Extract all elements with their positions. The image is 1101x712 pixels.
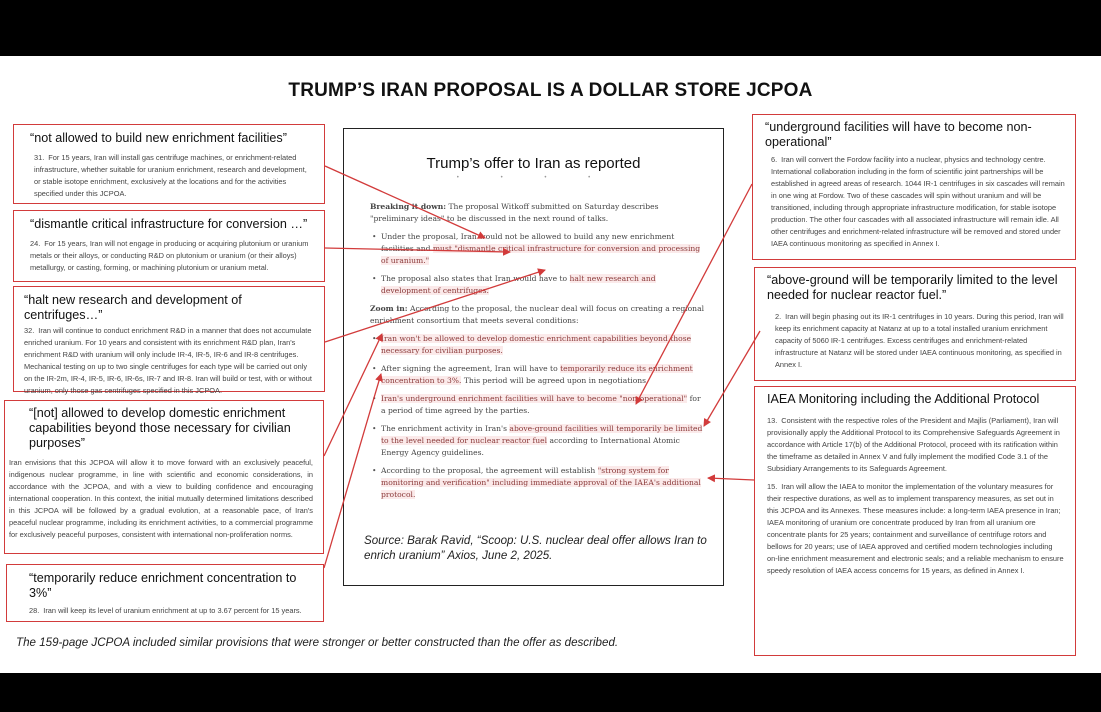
- left-box-reduce-enrichment: [6, 564, 324, 622]
- infographic-canvas: [0, 56, 1101, 673]
- list-item: • According to the proposal, the agreement will establish "strong system for monitoring and verification" including immediate approval of the IAEA's additional protocol.: [370, 465, 707, 501]
- box-excerpt: 13. Consistent with the respective roles of the President and Majlis (Parliament), Iran will provisionally apply the Additional Protocol to its Comprehensive Safeguards Agreement in accordance with Article 17(b) of the Additional Protocol, proceed with its ratification within the timeframe as detailed in Annex V and fully implement the modified Code 3.1 of the Subsidiary Arrangements to its Safeguards Agreement.: [767, 416, 1060, 473]
- list-item: • The proposal also states that Iran would have to halt new research and development of centrifuges.: [370, 273, 707, 297]
- left-box-dismantle-infrastructure: [13, 210, 325, 282]
- page-title: TRUMP’S IRAN PROPOSAL IS A DOLLAR STORE JCPOA: [288, 80, 813, 101]
- box-heading: IAEA Monitoring including the Additional Protocol: [767, 392, 1040, 406]
- box-heading: “above-ground will be temporarily limited to the level needed for nuclear reactor fuel.”: [767, 273, 1058, 302]
- left-box-halt-centrifuge-rnd: [13, 286, 325, 395]
- article-divider: • • • •: [456, 175, 611, 181]
- box-excerpt: 24. For 15 years, Iran will not engage in producing or acquiring plutonium or uranium metals or their alloys, or conducting R&D on plutonium or uranium (or their alloys) metallurgy, or casting, forming, or machining plutonium or uranium metal.: [30, 239, 309, 272]
- article-title: Trump’s offer to Iran as reported: [426, 155, 641, 172]
- box-excerpt: 28. Iran will keep its level of uranium enrichment at up to 3.67 percent for 15 years.: [29, 606, 302, 615]
- article-excerpt: [343, 128, 724, 586]
- source-citation: Source: Barak Ravid, “Scoop: U.S. nuclear deal offer allows Iran to enrich uranium” Axios, June 2, 2025.: [364, 534, 707, 562]
- box-excerpt: 15. Iran will allow the IAEA to monitor the implementation of the voluntary measures for their respective durations, as well as to implement transparency measures, as set out in this JCPOA and its Annexes. These measures include: a long-term IAEA presence in Iran; IAEA monitoring of uranium ore concentrate produced by Iran from all uranium ore concentrate plants for 25 years; containment and surveillance of centrifuge rotors and bellows for 20 years; use of IAEA approved and certified modern technologies including on-line enrichment measurement and electronic seals; and a reliable mechanism to ensure speedy resolution of IAEA access concerns for 15 years, as defined in Annex I.: [767, 482, 1064, 575]
- footer-note: The 159-page JCPOA included similar provisions that were stronger or better constructed than the offer as described.: [16, 636, 619, 649]
- article-body: [370, 201, 707, 507]
- box-excerpt: 6. Iran will convert the Fordow facility into a nuclear, physics and technology centre. International collaboration including in the form of scientific joint partnerships will be established in agreed areas of research. 1044 IR-1 centrifuges in six cascades will remain in one wing at Fordow. Two of these cascades will spin without uranium and will be transitioned, including through appropriate infrastructure modification, for stable isotope production. The other four cascades with all associated infrastructure will remain idle. All other centrifuges and enrichment-related infrastructure will be removed and stored under IAEA continuous monitoring as specified in Annex I.: [771, 155, 1065, 248]
- box-excerpt: 31. For 15 years, Iran will install gas centrifuge machines, or enrichment-related infrastructure, whether suitable for uranium enrichment, research and development, or stable isotope enrichment, exclusively at the locations and for the activities specified under this JCPOA.: [34, 153, 307, 198]
- box-heading: “underground facilities will have to become non-operational”: [765, 120, 1032, 149]
- box-heading: “[not] allowed to develop domestic enrichment capabilities beyond those necessary for civilian purposes”: [29, 406, 291, 450]
- list-item: • Under the proposal, Iran would not be allowed to build any new enrichment facilities and must "dismantle critical infrastructure for conversion and processing of uranium.": [370, 231, 707, 267]
- box-heading: “temporarily reduce enrichment concentration to 3%”: [29, 571, 297, 600]
- right-box-above-ground: [754, 267, 1076, 381]
- article-paragraph: Zoom in: According to the proposal, the nuclear deal will focus on creating a regional enrichment consortium that meets several conditions:: [370, 304, 705, 325]
- article-paragraph: Breaking it down: The proposal Witkoff submitted on Saturday describes "preliminary ideas" to be discussed in the next round of talks.: [370, 202, 659, 223]
- box-excerpt: 2. Iran will begin phasing out its IR-1 centrifuges in 10 years. During this period, Iran will keep its enrichment capacity at Natanz at up to a total installed uranium enrichment capacity of 5060 IR-1 centrifuges. Excess centrifuges and enrichment-related infrastructure at Natanz will be stored under IAEA continuous monitoring, as specified in Annex I.: [775, 312, 1064, 369]
- article-list: [370, 333, 707, 501]
- box-excerpt: Iran envisions that this JCPOA will allow it to move forward with an exclusively peaceful, indigenous nuclear programme, in line with scientific and economic considerations, in accordance with the JCPOA, and with a view to building confidence and encouraging international cooperation. In this context, the initial mutually determined limitations described in this JCPOA will be followed by a gradual evolution, at a reasonable pace, of Iran's peaceful nuclear programme, including its enrichment activities, to a commercial programme for exclusively peaceful purposes, consistent with international non-proliferation norms.: [9, 458, 313, 539]
- right-box-underground-facilities: [752, 114, 1076, 260]
- left-box-civilian-enrichment: [4, 400, 324, 554]
- list-item: • Iran won't be allowed to develop domestic enrichment capabilities beyond those necessary for civilian purposes.: [370, 333, 707, 357]
- box-heading: “not allowed to build new enrichment facilities”: [30, 131, 287, 145]
- article-list: [370, 231, 707, 297]
- left-box-enrichment-facilities: [13, 124, 325, 204]
- list-item: • Iran's underground enrichment facilities will have to become "non-operational" for a period of time agreed by the parties.: [370, 393, 707, 417]
- box-excerpt: 32. Iran will continue to conduct enrichment R&D in a manner that does not accumulate enriched uranium. For 10 years and consistent with its enrichment R&D plan, Iran's enrichment R&D with uranium will only include IR-4, IR-5, IR-6 and IR-8 centrifuges. Mechanical testing on up to two single centrifuges for each type will be carried out only on the IR-2m, IR-4, IR-5, IR-6, IR-6s, IR-7 and IR-8. Iran will build or test, with or without uranium, only those gas centrifuges specified in this JCPOA.: [24, 326, 312, 395]
- right-box-iaea-monitoring: [754, 386, 1076, 656]
- list-item: • After signing the agreement, Iran will have to temporarily reduce its enrichment concentration to 3%. This period will be agreed upon in negotiations.: [370, 363, 707, 387]
- box-heading: “dismantle critical infrastructure for conversion …”: [30, 217, 308, 231]
- box-heading: “halt new research and development of centrifuges…”: [24, 293, 242, 322]
- list-item: • The enrichment activity in Iran's above-ground facilities will temporarily be limited to the level needed for nuclear reactor fuel according to International Atomic Energy Agency guidelines.: [370, 423, 707, 459]
